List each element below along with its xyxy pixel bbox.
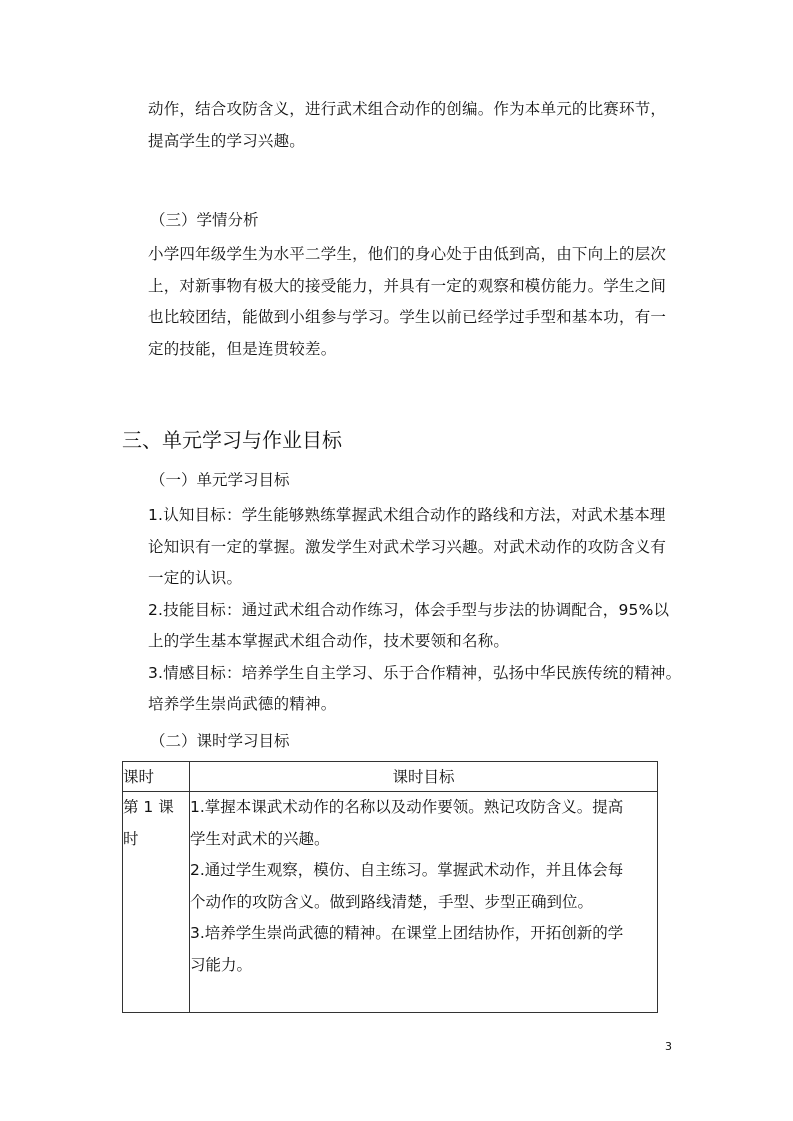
goal-line: 学生对武术的兴趣。: [190, 829, 330, 848]
goal-item-skill-line: 上的学生基本掌握武术组合动作，技术要领和名称。: [148, 632, 510, 650]
column-header-period: 课时: [123, 762, 190, 792]
period-label: 第 1 课时: [123, 798, 174, 848]
unit-goals-heading: （一）单元学习目标: [150, 471, 290, 489]
table-header-row: [123, 762, 658, 792]
section-heading: 三、单元学习与作业目标: [122, 428, 342, 452]
goal-item-cognitive-line: 论知识有一定的掌握。激发学生对武术学习兴趣。对武术动作的攻防含义有: [148, 537, 667, 556]
period-cell: [123, 792, 190, 1013]
paragraph-line: 小学四年级学生为水平二学生，他们的身心处于由低到高，由下向上的层次: [148, 245, 667, 263]
page-number: 3: [665, 1040, 672, 1053]
table-row: [123, 792, 658, 1013]
paragraph-line: 上，对新事物有极大的接受能力，并具有一定的观察和模仿能力。学生之间: [148, 276, 667, 295]
lesson-goals-heading: （二）课时学习目标: [150, 732, 290, 750]
intro-paragraph: [148, 94, 683, 157]
goal-line: 3.培养学生崇尚武德的精神。在课堂上团结协作，开拓创新的学: [190, 924, 624, 942]
paragraph-line: 定的技能，但是连贯较差。: [148, 339, 337, 358]
goal-item-cognitive-line: 一定的认识。: [148, 569, 243, 587]
lesson-goals-table: [122, 761, 658, 1013]
goal-line: 2.通过学生观察，模仿、自主练习。掌握武术动作，并且体会每: [190, 861, 624, 879]
goal-cell: [190, 792, 658, 1013]
goal-item-skill-line: 2.技能目标：通过武术组合动作练习，体会手型与步法的协调配合，95%以: [148, 600, 670, 619]
paragraph-line: 也比较团结，能做到小组参与学习。学生以前已经学过手型和基本功，有一: [148, 308, 667, 326]
goal-item-emotion-line: 3.情感目标：培养学生自主学习、乐于合作精神，弘扬中华民族传统的精神。: [148, 663, 682, 682]
paragraph-line: 动作，结合攻防含义，进行武术组合动作的创编。作为本单元的比赛环节，: [148, 100, 667, 118]
learning-analysis-paragraph: [148, 239, 683, 365]
goal-item-cognitive-line: 1.认知目标：学生能够熟练掌握武术组合动作的路线和方法，对武术基本理: [148, 506, 666, 524]
column-header-goal: 课时目标: [190, 762, 658, 792]
goal-line: 个动作的攻防含义。做到路线清楚，手型、步型正确到位。: [190, 892, 594, 911]
goal-line: 习能力。: [190, 955, 253, 974]
unit-goals-list: [148, 500, 683, 721]
paragraph-line: 提高学生的学习兴趣。: [148, 131, 306, 150]
goal-line: 1.掌握本课武术动作的名称以及动作要领。熟记攻防含义。提高: [190, 798, 624, 816]
learning-analysis-heading: （三）学情分析: [150, 211, 259, 229]
goal-item-emotion-line: 培养学生崇尚武德的精神。: [148, 695, 337, 713]
